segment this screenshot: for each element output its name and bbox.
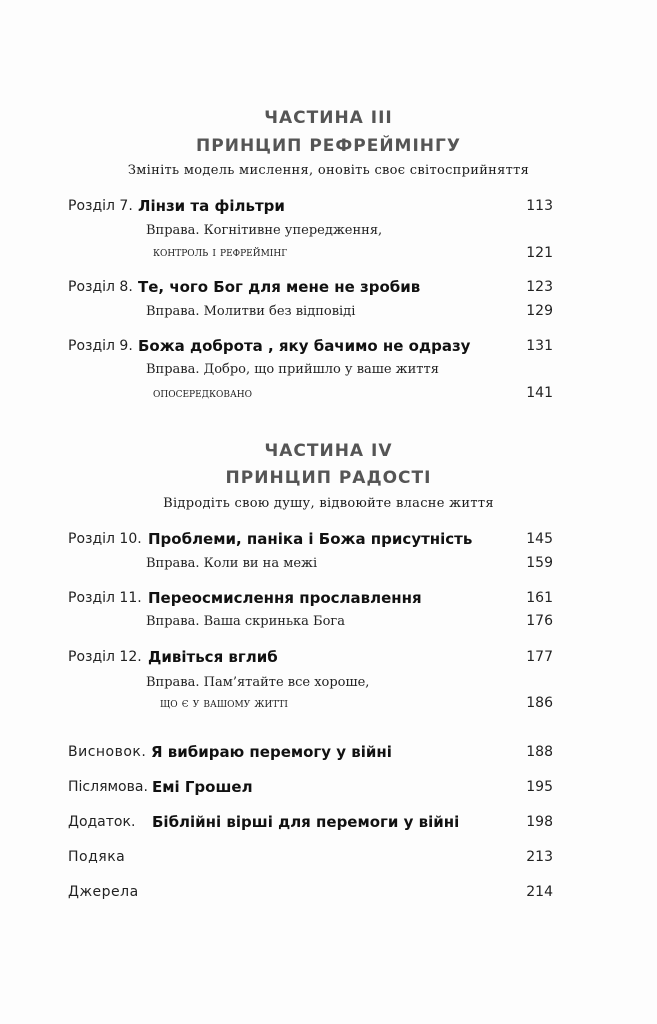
section-title: Емі Грошел [152, 778, 253, 796]
toc-entry-sources[interactable] [68, 884, 553, 904]
exercise-page-number: 186 [526, 695, 553, 711]
exercise-text: опосередковано [153, 386, 253, 401]
page-number: 123 [526, 279, 553, 295]
chapter-title: Те, чого Бог для мене не зробив [138, 278, 421, 296]
chapter-label: Розділ 8. [68, 279, 133, 295]
exercise-page-number: 159 [526, 555, 553, 571]
chapter-title: Проблеми, паніка і Божа присутність [148, 530, 473, 548]
chapter-title: Переосмислення прославлення [148, 589, 422, 607]
toc-entry-conclusion[interactable] [68, 744, 553, 764]
page-number: 214 [526, 884, 553, 900]
chapter-label: Розділ 11. [68, 590, 142, 606]
part-3-subtitle: ПРИНЦИП РЕФРЕЙМІНГУ [196, 136, 461, 156]
exercise-page-number: 121 [526, 245, 553, 261]
toc-entry-chapter-7[interactable] [68, 198, 553, 218]
exercise-page-number: 141 [526, 385, 553, 401]
section-title: Біблійні вірші для перемоги у війні [152, 813, 460, 831]
page-number: 177 [526, 649, 553, 665]
exercise-text: Вправа. Ваша скринька Бога [146, 614, 345, 629]
section-title: Я вибираю перемогу у війні [151, 743, 392, 761]
part-4-title: ЧАСТИНА IV [264, 441, 393, 461]
exercise-text: Вправа. Молитви без відповіді [146, 304, 356, 319]
toc-entry-chapter-11[interactable] [68, 590, 553, 610]
exercise-text: Вправа. Когнітивне упередження, [146, 223, 383, 238]
exercise-page-number: 129 [526, 303, 553, 319]
toc-entry-chapter-12[interactable] [68, 649, 553, 669]
page-number: 131 [526, 338, 553, 354]
chapter-label: Розділ 7. [68, 198, 133, 214]
page-number: 198 [526, 814, 553, 830]
section-label: Післямова. [68, 779, 148, 795]
page-number: 161 [526, 590, 553, 606]
chapter-title: Божа доброта , яку бачимо не одразу [138, 337, 471, 355]
toc-entry-chapter-10[interactable] [68, 531, 553, 551]
page-number: 145 [526, 531, 553, 547]
page-number: 213 [526, 849, 553, 865]
toc-entry-afterword[interactable] [68, 779, 553, 799]
part-4-subtitle: ПРИНЦИП РАДОСТІ [225, 468, 432, 488]
exercise-page-number: 176 [526, 613, 553, 629]
toc-entry-appendix[interactable] [68, 814, 553, 834]
chapter-label: Розділ 12. [68, 649, 142, 665]
chapter-title: Лінзи та фільтри [138, 197, 285, 215]
chapter-label: Розділ 9. [68, 338, 133, 354]
exercise-text: що є у вашому житті [160, 696, 288, 711]
part-3-title: ЧАСТИНА III [264, 108, 393, 128]
section-label: Джерела [68, 884, 139, 900]
section-label: Подяка [68, 849, 126, 865]
part-4-tagline: Відродіть свою душу, відвоюйте власне життя [163, 496, 494, 511]
toc-entry-chapter-8[interactable] [68, 279, 553, 299]
chapter-title: Дивіться вглиб [148, 648, 278, 666]
page-number: 113 [526, 198, 553, 214]
exercise-text: контроль і рефреймінг [153, 245, 288, 260]
chapter-label: Розділ 10. [68, 531, 142, 547]
exercise-text: Вправа. Добро, що прийшло у ваше життя [146, 362, 439, 377]
page-number: 195 [526, 779, 553, 795]
toc-entry-chapter-9[interactable] [68, 338, 553, 358]
page-number: 188 [526, 744, 553, 760]
part-3-tagline: Змініть модель мислення, оновіть своє світосприйняття [127, 163, 530, 178]
exercise-text: Вправа. Коли ви на межі [146, 556, 318, 571]
toc-entry-acknowledgements[interactable] [68, 849, 553, 869]
section-label: Висновок. [68, 744, 147, 760]
section-label: Додаток. [68, 814, 136, 830]
exercise-text: Вправа. Пам’ятайте все хороше, [146, 675, 370, 690]
